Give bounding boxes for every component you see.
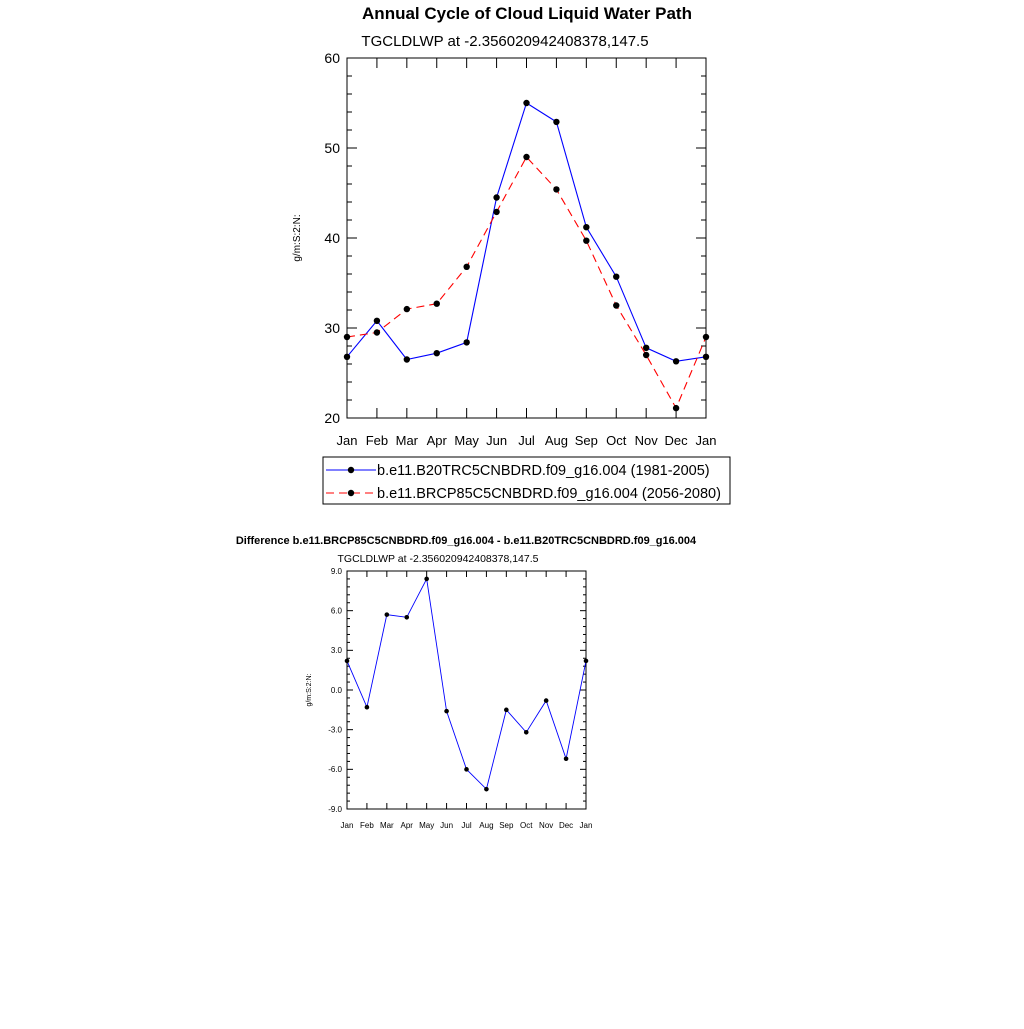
data-point bbox=[643, 345, 649, 351]
data-point bbox=[344, 354, 350, 360]
x-tick-label: May bbox=[454, 433, 479, 448]
x-tick-label: Sep bbox=[574, 433, 598, 448]
x-ticks bbox=[347, 571, 586, 809]
data-point bbox=[464, 767, 469, 772]
x-tick-label: Jun bbox=[486, 433, 508, 448]
plot-frame bbox=[347, 58, 706, 418]
legend-label: b.e11.B20TRC5CNBDRD.f09_g16.004 (1981-2005) bbox=[377, 463, 710, 479]
chart-subtitle: TGCLDLWP at -2.356020942408378,147.5 bbox=[361, 33, 649, 50]
data-point bbox=[374, 318, 380, 324]
data-point bbox=[553, 186, 559, 192]
series-line bbox=[347, 103, 706, 361]
y-tick-label: 30 bbox=[324, 320, 340, 337]
data-point bbox=[553, 119, 559, 125]
x-tick-label: Jan bbox=[695, 433, 717, 448]
x-tick-label: Nov bbox=[539, 821, 554, 830]
data-point bbox=[365, 705, 370, 710]
x-tick-label: Oct bbox=[606, 433, 627, 448]
series-1 bbox=[344, 100, 709, 365]
x-tick-label: Jan bbox=[336, 433, 358, 448]
x-tick-label: Dec bbox=[664, 433, 688, 448]
data-point bbox=[493, 194, 499, 200]
x-tick-label: Dec bbox=[558, 821, 574, 830]
y-tick-label: -3.0 bbox=[328, 725, 342, 735]
x-tick-label: Mar bbox=[395, 433, 419, 448]
data-point bbox=[613, 302, 619, 308]
data-point bbox=[523, 154, 529, 160]
x-tick-label: Sep bbox=[499, 821, 514, 830]
data-point bbox=[643, 352, 649, 358]
y-tick-label: -6.0 bbox=[328, 765, 342, 775]
y-tick-label: 50 bbox=[324, 140, 340, 157]
x-tick-label: Feb bbox=[360, 821, 374, 830]
data-point bbox=[583, 224, 589, 230]
y-tick-label: 40 bbox=[324, 230, 340, 247]
legend-marker bbox=[348, 490, 354, 496]
x-tick-label: Nov bbox=[634, 433, 658, 448]
x-tick-label: Aug bbox=[544, 433, 568, 448]
x-tick-label: Mar bbox=[379, 821, 394, 830]
legend bbox=[323, 457, 730, 504]
data-point bbox=[344, 334, 350, 340]
data-point bbox=[434, 301, 440, 307]
data-point bbox=[583, 238, 589, 244]
y-tick-label: 6.0 bbox=[330, 606, 342, 616]
chart-title: Annual Cycle of Cloud Liquid Water Path bbox=[362, 4, 692, 23]
x-tick-label: Oct bbox=[520, 821, 533, 830]
chart-title: Difference b.e11.BRCP85C5CNBDRD.f09_g16.004 - b.e11.B20TRC5CNBDRD.f09_g16.004 bbox=[235, 535, 697, 547]
chart-1 bbox=[292, 4, 730, 504]
data-point bbox=[524, 730, 529, 735]
x-tick-label: Jul bbox=[518, 433, 535, 448]
y-tick-label: 20 bbox=[324, 410, 340, 427]
series-line bbox=[347, 579, 586, 789]
x-tick-label: Jul bbox=[461, 821, 472, 830]
data-point bbox=[463, 264, 469, 270]
y-tick-label: 9.0 bbox=[330, 566, 342, 576]
y-ticks bbox=[347, 58, 706, 418]
data-point bbox=[484, 787, 489, 792]
y-tick-label: 0.0 bbox=[330, 685, 342, 695]
data-point bbox=[385, 612, 390, 617]
data-point bbox=[404, 615, 409, 620]
data-point bbox=[444, 709, 449, 714]
series-1 bbox=[345, 577, 589, 792]
chart-subtitle: TGCLDLWP at -2.356020942408378,147.5 bbox=[337, 553, 539, 565]
x-tick-label: Jan bbox=[340, 821, 354, 830]
x-tick-label: May bbox=[419, 821, 435, 830]
data-point bbox=[424, 577, 429, 582]
data-point bbox=[493, 209, 499, 215]
data-point bbox=[544, 698, 549, 703]
data-point bbox=[673, 358, 679, 364]
y-axis-label: g/m:S:2:N: bbox=[292, 214, 303, 262]
data-point bbox=[564, 756, 569, 761]
data-point bbox=[613, 274, 619, 280]
data-point bbox=[703, 354, 709, 360]
x-ticks bbox=[347, 58, 706, 418]
x-tick-label: Jun bbox=[440, 821, 454, 830]
legend-label: b.e11.BRCP85C5CNBDRD.f09_g16.004 (2056-2080) bbox=[377, 486, 721, 502]
data-point bbox=[463, 339, 469, 345]
data-point bbox=[673, 405, 679, 411]
x-tick-label: Aug bbox=[479, 821, 494, 830]
series-line bbox=[347, 157, 706, 408]
y-tick-label: 3.0 bbox=[330, 646, 342, 656]
legend-marker bbox=[348, 467, 354, 473]
data-point bbox=[523, 100, 529, 106]
series-2 bbox=[344, 154, 709, 412]
data-point bbox=[584, 659, 589, 664]
x-tick-label: Feb bbox=[365, 433, 389, 448]
plot-frame bbox=[347, 571, 586, 809]
data-point bbox=[404, 306, 410, 312]
data-point bbox=[434, 350, 440, 356]
x-tick-label: Apr bbox=[400, 821, 413, 830]
data-point bbox=[504, 708, 509, 713]
y-axis-label: g/m:S:2:N: bbox=[306, 673, 313, 707]
x-tick-label: Jan bbox=[579, 821, 593, 830]
y-tick-label: -9.0 bbox=[328, 804, 342, 814]
chart-2 bbox=[236, 535, 697, 830]
data-point bbox=[345, 659, 350, 664]
data-point bbox=[404, 356, 410, 362]
y-ticks bbox=[347, 571, 586, 809]
y-tick-label: 60 bbox=[324, 50, 340, 67]
data-point bbox=[374, 329, 380, 335]
data-point bbox=[703, 334, 709, 340]
x-tick-label: Apr bbox=[426, 433, 447, 448]
